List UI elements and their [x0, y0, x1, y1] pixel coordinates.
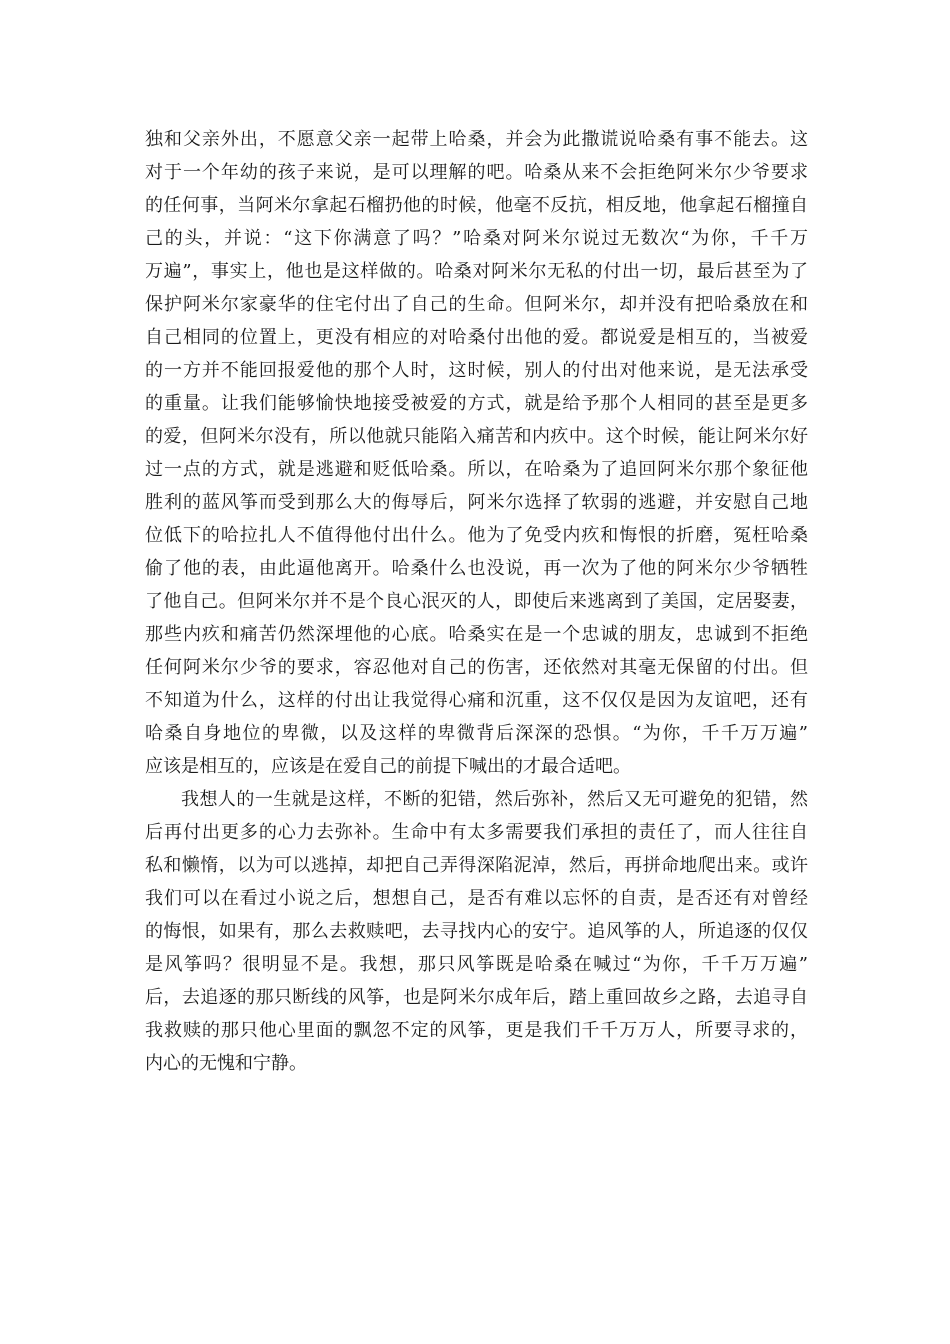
text-line: 我救赎的那只他心里面的飘忽不定的风筝，更是我们千千万万人，所要寻求的，	[145, 1020, 808, 1041]
text-line: 了他自己。但阿米尔并不是个良心泯灭的人，即使后来逃离到了美国，定居娶妻，	[145, 591, 808, 612]
text-line: 我想人的一生就是这样，不断的犯错，然后弥补，然后又无可避免的犯错，然	[181, 789, 808, 810]
text-line: 应该是相互的，应该是在爱自己的前提下喊出的才最合适吧。	[145, 756, 631, 777]
text-line: 自己相同的位置上，更没有相应的对哈桑付出他的爱。都说爱是相互的，当被爱	[145, 327, 808, 348]
text-line: 的悔恨，如果有，那么去救赎吧，去寻找内心的安宁。追风筝的人，所追逐的仅仅	[145, 921, 808, 942]
text-line: 的爱，但阿米尔没有，所以他就只能陷入痛苦和内疚中。这个时候，能让阿米尔好	[145, 426, 808, 447]
text-line: 私和懒惰，以为可以逃掉，却把自己弄得深陷泥淖，然后，再拼命地爬出来。或许	[145, 855, 808, 876]
text-line: 万遍”，事实上，他也是这样做的。哈桑对阿米尔无私的付出一切，最后甚至为了	[145, 261, 808, 282]
text-line: 我们可以在看过小说之后，想想自己，是否有难以忘怀的自责，是否还有对曾经	[145, 888, 808, 909]
text-line: 过一点的方式，就是逃避和贬低哈桑。所以，在哈桑为了追回阿米尔那个象征他	[145, 459, 808, 480]
text-line: 的任何事，当阿米尔拿起石榴扔他的时候，他毫不反抗，相反地，他拿起石榴撞自	[145, 195, 808, 216]
text-line: 己的头，并说：“这下你满意了吗？”哈桑对阿米尔说过无数次“为你，千千万	[145, 228, 808, 249]
text-line: 独和父亲外出，不愿意父亲一起带上哈桑，并会为此撒谎说哈桑有事不能去。这	[145, 129, 808, 150]
text-line: 不知道为什么，这样的付出让我觉得心痛和沉重，这不仅仅是因为友谊吧，还有	[145, 690, 808, 711]
body-text	[145, 123, 808, 1080]
text-line: 的一方并不能回报爱他的那个人时，这时候，别人的付出对他来说，是无法承受	[145, 360, 808, 381]
text-line: 的重量。让我们能够愉快地接受被爱的方式，就是给予那个人相同的甚至是更多	[145, 393, 808, 414]
text-line: 后再付出更多的心力去弥补。生命中有太多需要我们承担的责任了，而人往往自	[145, 822, 808, 843]
text-line: 是风筝吗？很明显不是。我想，那只风筝既是哈桑在喊过“为你，千千万万遍”	[145, 954, 808, 975]
text-line: 偷了他的表，由此逼他离开。哈桑什么也没说，再一次为了他的阿米尔少爷牺牲	[145, 558, 808, 579]
text-line: 任何阿米尔少爷的要求，容忍他对自己的伤害，还依然对其毫无保留的付出。但	[145, 657, 808, 678]
text-line: 保护阿米尔家豪华的住宅付出了自己的生命。但阿米尔，却并没有把哈桑放在和	[145, 294, 808, 315]
text-line: 后，去追逐的那只断线的风筝，也是阿米尔成年后，踏上重回故乡之路，去追寻自	[145, 987, 808, 1008]
text-line: 位低下的哈拉扎人不值得他付出什么。他为了免受内疚和悔恨的折磨，冤枉哈桑	[145, 525, 808, 546]
text-line: 胜利的蓝风筝而受到那么大的侮辱后，阿米尔选择了软弱的逃避，并安慰自己地	[145, 492, 808, 513]
text-line: 那些内疚和痛苦仍然深埋他的心底。哈桑实在是一个忠诚的朋友，忠诚到不拒绝	[145, 624, 808, 645]
text-line: 内心的无愧和宁静。	[145, 1053, 307, 1074]
paragraph	[145, 783, 808, 1080]
text-line: 哈桑自身地位的卑微，以及这样的卑微背后深深的恐惧。“为你，千千万万遍”	[145, 723, 808, 744]
text-line: 对于一个年幼的孩子来说，是可以理解的吧。哈桑从来不会拒绝阿米尔少爷要求	[145, 162, 808, 183]
paragraph	[145, 123, 808, 783]
